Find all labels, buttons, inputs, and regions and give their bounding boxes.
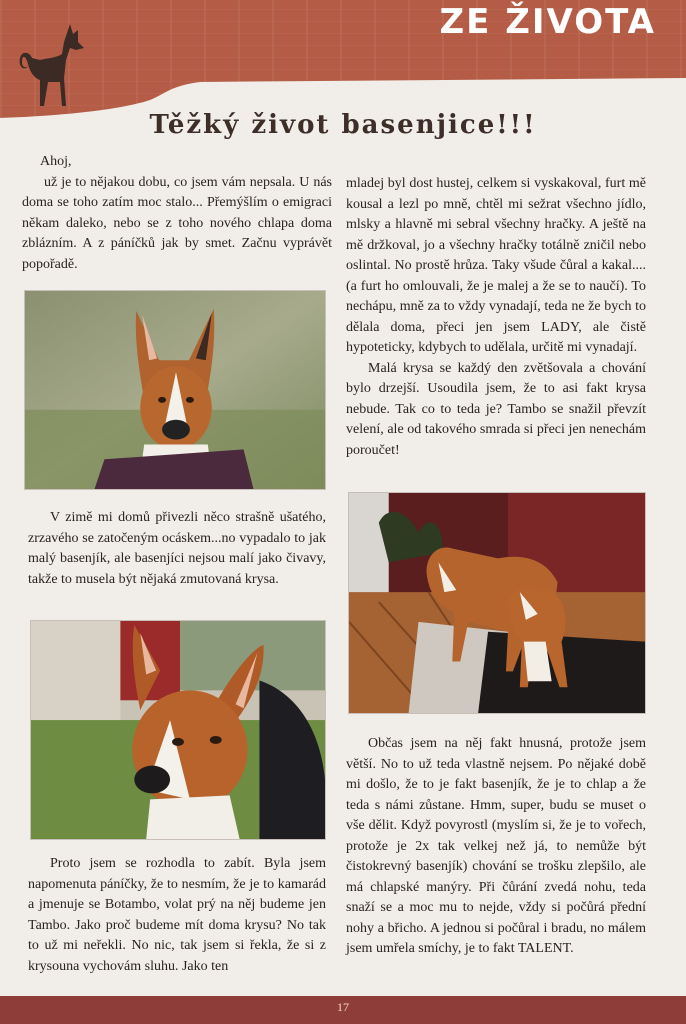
photo-basenji-portrait-2 bbox=[30, 620, 326, 840]
intro-paragraph: už je to nějakou dobu, co jsem vám nepsala. U nás doma se toho zatím moc stalo... Přemýšlím o emigraci někam daleko, nebo se z toho nového chlapa doma zblázním. A z páníčků jak by smet. Začnu vyprávět popořadě. bbox=[22, 174, 332, 272]
article-title: Těžký život basenjice!!! bbox=[149, 110, 537, 140]
basenji-silhouette-icon bbox=[18, 18, 88, 110]
right-paragraph-2: Malá krysa se každý den zvětšovala a chování bylo drzejší. Usoudila jsem, že to asi fakt krysa nebude. Tak co to teda je? Tambo se snažil převzít velení, ale od takového smrada si přeci jen nenechám poroučet! bbox=[346, 360, 646, 458]
left-column-intro bbox=[22, 152, 332, 275]
right-paragraph-1: mladej byl dost hustej, celkem si vyskakoval, furt mě kousal a lezl po mně, chtěl mi sežrat všechno jídlo, mlsky a hlavně mi sebral všechny hračky. A ještě na mě držkoval, jo a všechny hračky totálně zničil nebo oslintal. No prostě hrůza. Taky všude čůral a kakal.... (a furt ho omlouvali, že je malej a že se to naučí). To nechápu, mně za to vždy vynadají, teda ne že bych to dělala doma, přeci jen jsem LADY, ale čistě hypoteticky, kdybych to udělala, určitě mi vynadají. bbox=[346, 176, 646, 355]
right-column-bottom bbox=[346, 734, 646, 960]
header-banner bbox=[0, 0, 686, 118]
left-column-bottom bbox=[28, 854, 326, 977]
photo-two-basenjis-indoor bbox=[348, 492, 646, 714]
bottom-left-paragraph: Proto jsem se rozhodla to zabít. Byla jsem napomenuta páníčky, že to nesmím, že je to kamarád a jmenuje se Botambo, volat prý na něj budeme jen Tambo. Jako proč budeme mít doma krysu? No tak to už mi neřekli. No nic, tak jsem si řekla, že si z krysouna vychovám sluhu. Jako ten bbox=[28, 856, 326, 974]
photo-basenji-portrait-1 bbox=[24, 290, 326, 490]
right-column-top bbox=[346, 174, 646, 461]
page-number: 17 bbox=[337, 1000, 349, 1014]
section-label: ZE ŽIVOTA bbox=[439, 2, 656, 42]
greeting: Ahoj, bbox=[40, 154, 72, 169]
left-column-middle bbox=[28, 508, 326, 590]
bottom-right-paragraph: Občas jsem na něj fakt hnusná, protože jsem větší. No to už teda vlastně nejsem. Po nějaké době mi došlo, že to je fakt basenjík, že je to chlap a že teda s námi zůstane. Hmm, super, budu se muset o vše dělit. Když povyrostl (myslím si, že je to vořech, protože je 2x tak velkej než já, to nemůže být čistokrevný basenjík) chování se trošku zlepšilo, ale má chlapské manýry. Při čůrání zvedá nohu, teda snaží se a moc mu to nejde, vždy si počůrá přední nohy a břicho. A jednou si počůral i bradu, no málem jsem umřela smíchy, je to fakt TALENT. bbox=[346, 736, 646, 956]
middle-paragraph: V zimě mi domů přivezli něco strašně ušatého, zrzavého se zatočeným ocáskem...no vypadalo to jak malý basenjík, ale basenjíci nejsou malí jako čivavy, takže to musela být nějaká zmutovaná krysa. bbox=[28, 510, 326, 587]
